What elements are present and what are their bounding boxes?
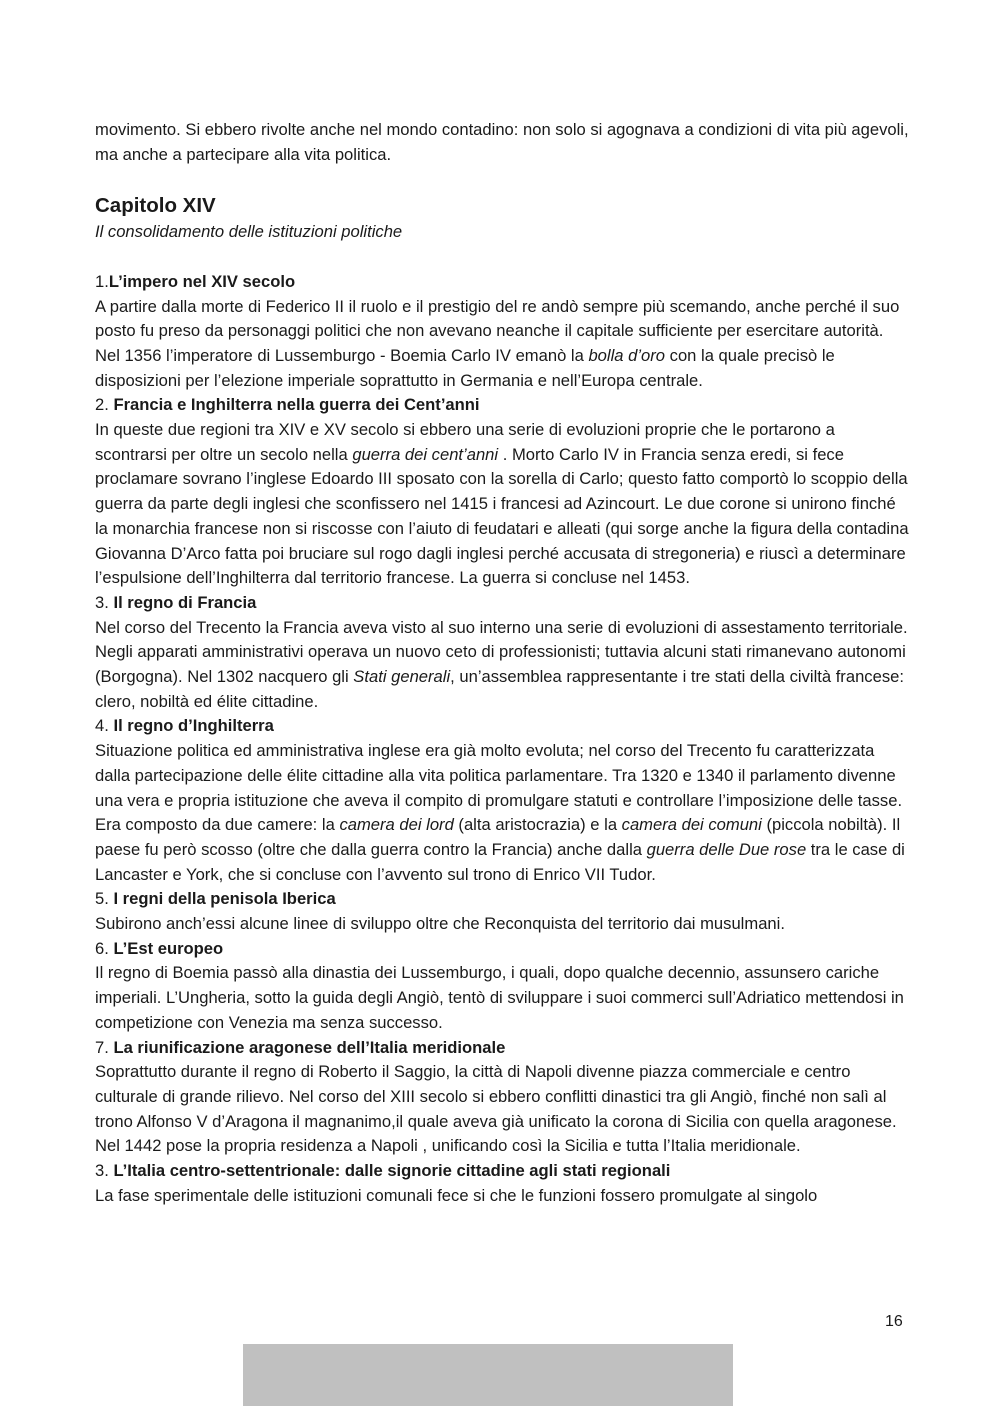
section-heading [95,393,910,418]
section-number: 3. [95,1161,114,1181]
footer-placeholder-bar [243,1344,733,1406]
section-body: Nel corso del Trecento la Francia aveva visto al suo interno una serie di evoluzioni di assestamento territoriale. Negli apparati amministrativi operava un nuovo ceto di professionisti; tuttavia alcuni stati rimanevano autonomi (Borgogna). Nel 1302 nacquero gli Stati generali, un’assemblea rappresentante i tre stati della civiltà francese: clero, nobiltà ed élite cittadine. [95,617,908,711]
section-heading [95,270,910,295]
section-title: Il regno di Francia [113,592,257,612]
page-number: 16 [885,1313,903,1330]
document-page [95,118,910,1209]
section-heading [95,714,910,739]
section-heading [95,937,910,962]
section-body: A partire dalla morte di Federico II il ruolo e il prestigio del re andò sempre più scemando, anche perché il suo posto fu preso da personaggi politici che non avevano neanche il capitale sufficiente per esercitare autorità. Nel 1356 l’imperatore di Lussemburgo - Boemia Carlo IV emanò la bolla d’oro con la quale precisò le disposizioni per l’elezione imperiale soprattutto in Germania e nell’Europa centrale. [95,296,900,390]
intro-paragraph: movimento. Si ebbero rivolte anche nel mondo contadino: non solo si agognava a condizioni di vita più agevoli, ma anche a partecipare alla vita politica. [95,120,909,164]
section-heading [95,1036,910,1061]
section-number: 3. [95,592,114,612]
section-title: Francia e Inghilterra nella guerra dei Cent’anni [113,395,480,415]
section-body: Subirono anch’essi alcune linee di sviluppo oltre che Reconquista del territorio dai musulmani. [95,914,785,934]
spacer [95,245,910,270]
section-heading [95,1159,910,1184]
section-heading [95,887,910,912]
section-number: 7. [95,1037,114,1057]
section-number: 4. [95,716,114,736]
section-body: La fase sperimentale delle istituzioni comunali fece si che le funzioni fossero promulgate al singolo [95,1185,818,1205]
section-heading [95,591,910,616]
section-body: In queste due regioni tra XIV e XV secolo si ebbero una serie di evoluzioni proprie che le portarono a scontrarsi per oltre un secolo nella guerra dei cent’anni . Morto Carlo IV in Francia senza eredi, si fece proclamare sovrano l’inglese Edoardo III sposato con la sorella di Carlo; questo fatto comportò lo scoppio della guerra da parte degli inglesi che sconfissero nel 1415 i francesi ad Azincourt. Le due corone si unirono finché la monarchia francese non si riscosse con l’aiuto di feudatari e alleati (qui sorge anche la figura della contadina Giovanna D’Arco fatta poi bruciare sul rogo dagli inglesi perché accusata di stregoneria) e riuscì a determinare l’espulsione dell’Inghilterra dal territorio francese. La guerra si concluse nel 1453. [95,420,909,588]
section-number: 5. [95,889,114,909]
section-number: 1. [95,271,109,291]
section-title: La riunificazione aragonese dell’Italia meridionale [113,1037,506,1057]
section-number: 6. [95,938,114,958]
chapter-subtitle: Il consolidamento delle istituzioni politiche [95,222,403,242]
section-number: 2. [95,395,114,415]
section-body: Situazione politica ed amministrativa inglese era già molto evoluta; nel corso del Trecento fu caratterizzata dalla partecipazione delle élite cittadine alla vita politica parlamentare. Tra 1320 e 1340 il parlamento divenne una vera e propria istituzione che aveva il compito di promulgare statuti e controllare l’imposizione delle tasse. Era composto da due camere: la camera dei lord (alta aristocrazia) e la camera dei comuni (piccola nobiltà). Il paese fu però scosso (oltre che dalla guerra contro la Francia) anche dalla guerra delle Due rose tra le case di Lancaster e York, che si concluse con l’avvento sul trono di Enrico VII Tudor. [95,741,905,884]
section-body: Soprattutto durante il regno di Roberto il Saggio, la città di Napoli divenne piazza commerciale e centro culturale di grande rilievo. Nel corso del XIII secolo si ebbero conflitti dinastici tra gli Angiò, finché non salì al trono Alfonso V d’Aragona il magnanimo,il quale aveva già unificato la corona di Sicilia con quella aragonese. Nel 1442 pose la propria residenza a Napoli , unificando così la Sicilia e tutta l’Italia meridionale. [95,1062,897,1156]
section-body: Il regno di Boemia passò alla dinastia dei Lussemburgo, i quali, dopo qualche decennio, assunsero cariche imperiali. L’Ungheria, sotto la guida degli Angiò, tentò di sviluppare i suoi commerci sull’Adriatico mettendosi in competizione con Venezia ma senza successo. [95,963,904,1032]
section-title: L’impero nel XIV secolo [108,271,296,291]
section-title: I regni della penisola Iberica [113,889,336,909]
section-title: L’Est europeo [113,938,224,958]
section-title: L’Italia centro-settentrionale: dalle signorie cittadine agli stati regionali [113,1161,671,1181]
section-title: Il regno d’Inghilterra [113,716,274,736]
chapter-title: Capitolo XIV [95,194,216,218]
